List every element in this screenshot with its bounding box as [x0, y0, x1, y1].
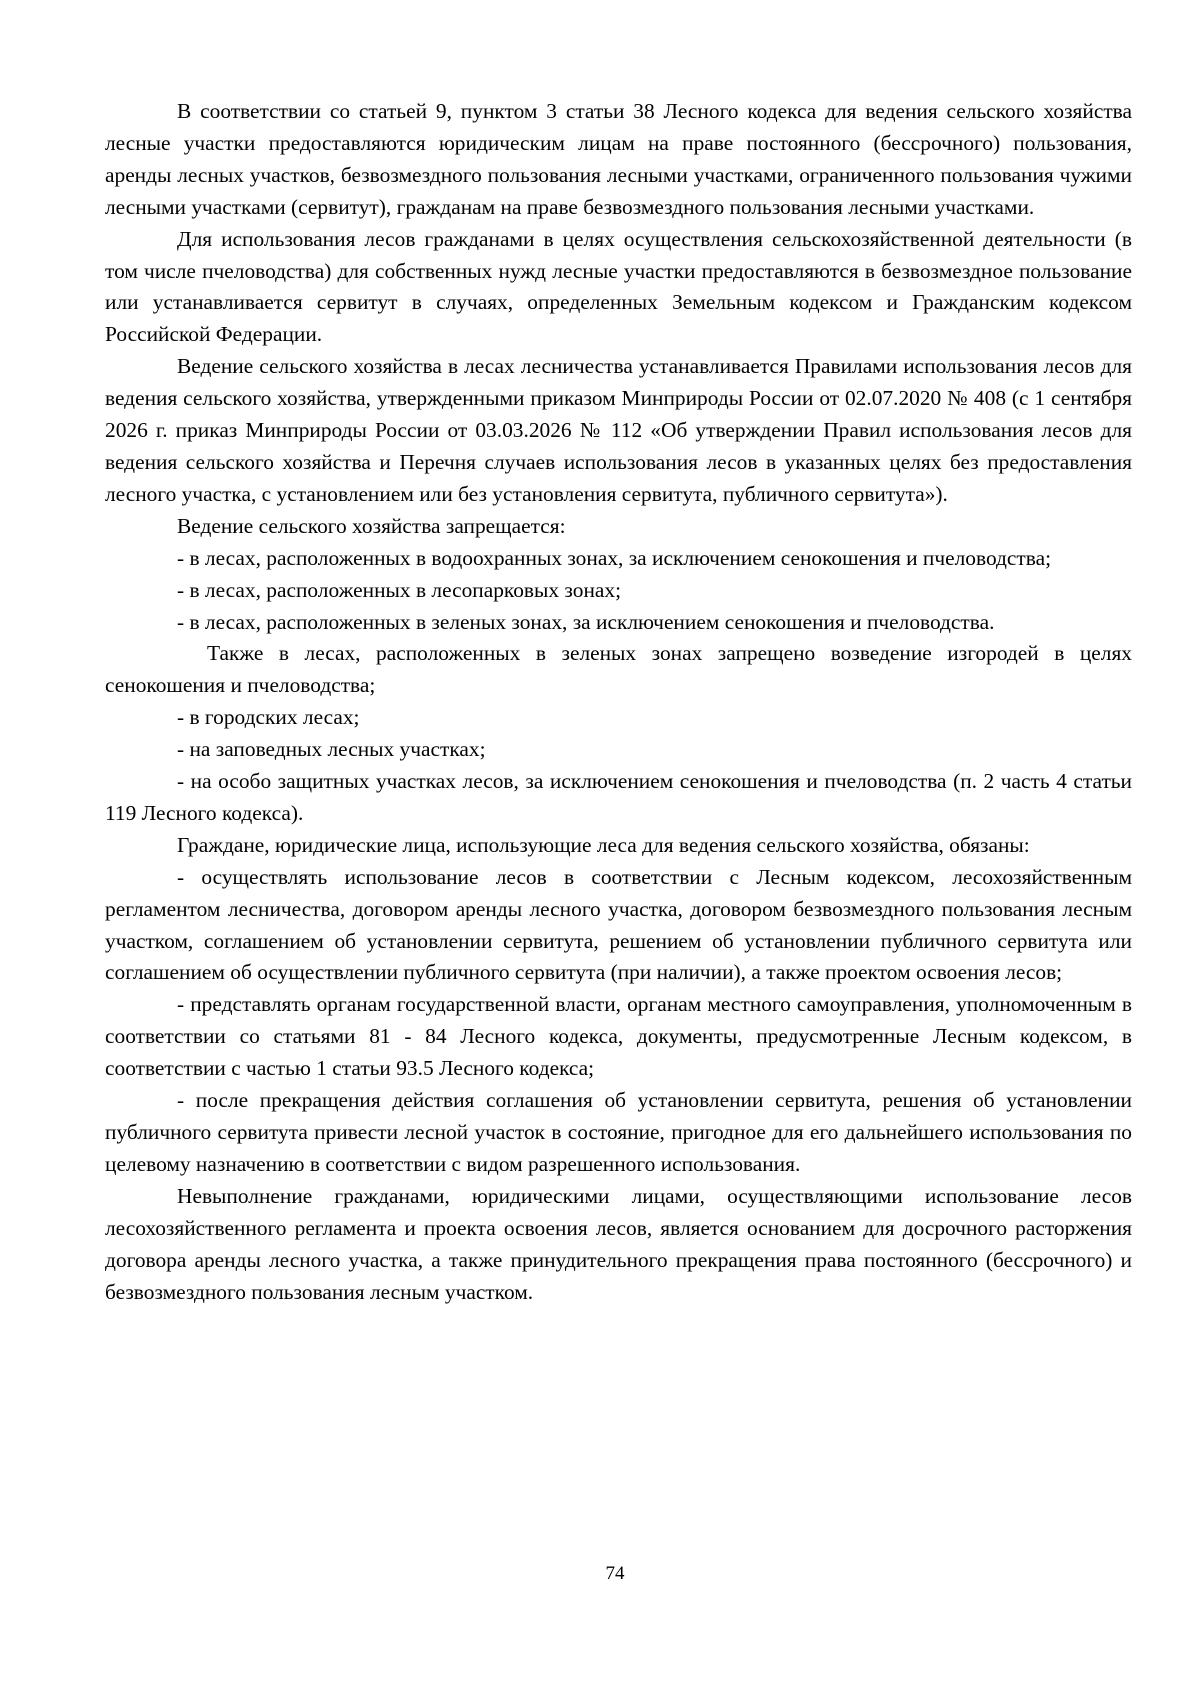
paragraph-citizens-use: Для использования лесов гражданами в целях осуществления сельскохозяйственной деятельности (в том числе пчеловодства) для собственных нужд лесные участки предоставляются в безвозмездное пользование или устанавливается сервитут в случаях, определенных Земельным кодексом и Гражданским кодексом Российской Федерации.	[105, 226, 1132, 347]
list-item-obligation-restore: - после прекращения действия соглашения об установлении сервитута, решения об установлении публичного сервитута привести лесной участок в состояние, пригодное для его дальнейшего использования по целевому назначению в соответствии с видом разрешенного использования.	[105, 1088, 1132, 1176]
paragraph-sections-provision: В соответствии со статьей 9, пунктом 3 статьи 38 Лесного кодекса для ведения сельского хозяйства лесные участки предоставляются юридическим лицам на праве постоянного (бессрочного) пользования, аренды лесных участков, безвозмездного пользования лесными участками, ограниченного пользования чужими лесными участками (сервитут), гражданам на праве безвозмездного пользования лесными участками.	[105, 99, 1132, 219]
list-item-water-protection: - в лесах, расположенных в водоохранных зонах, за исключением сенокошения и пчеловодства;	[177, 545, 1052, 570]
list-item-reserve-plots: - на заповедных лесных участках;	[177, 737, 486, 762]
list-item-obligation-use: - осуществлять использование лесов в соответствии с Лесным кодексом, лесохозяйственным регламентом лесничества, договором аренды лесного участка, договором безвозмездного пользования лесным участком, соглашением об установлении сервитута, решением об установлении публичного сервитута или соглашением об осуществлении публичного сервитута (при наличии), а также проектом освоения лесов;	[105, 864, 1132, 985]
list-item-urban-forests: - в городских лесах;	[177, 705, 360, 730]
paragraph-termination-grounds: Невыполнение гражданами, юридическими лицами, осуществляющими использование лесов лесохозяйственного регламента и проекта освоения лесов, является основанием для досрочного расторжения договора аренды лесного участка, а также принудительного прекращения права постоянного (бессрочного) и безвозмездного пользования лесным участком.	[105, 1183, 1132, 1304]
document-body	[105, 96, 1132, 1308]
paragraph-prohibited-intro: Ведение сельского хозяйства запрещается:	[177, 513, 566, 538]
page-number: 74	[605, 1563, 625, 1584]
list-item-green-zones: - в лесах, расположенных в зеленых зонах, за исключением сенокошения и пчеловодства.	[177, 609, 995, 634]
paragraph-rules-reference: Ведение сельского хозяйства в лесах лесничества устанавливается Правилами использования лесов для ведения сельского хозяйства, утвержденными приказом Минприроды России от 02.07.2020 № 408 (с 1 сентября 2026 г. приказ Минприроды России от 03.03.2026 № 112 «Об утверждении Правил использования лесов для ведения сельского хозяйства и Перечня случаев использования лесов в указанных целях без предоставления лесного участка, с установлением или без установления сервитута, публичного сервитута»).	[105, 354, 1132, 506]
paragraph-fences-prohibited: Также в лесах, расположенных в зеленых зонах запрещено возведение изгородей в целях сенокошения и пчеловодства;	[105, 641, 1132, 698]
list-item-forest-park: - в лесах, расположенных в лесопарковых зонах;	[177, 577, 622, 602]
list-item-protected-plots: - на особо защитных участках лесов, за исключением сенокошения и пчеловодства (п. 2 часть 4 статьи 119 Лесного кодекса).	[105, 769, 1132, 825]
paragraph-obligations-intro: Граждане, юридические лица, использующие леса для ведения сельского хозяйства, обязаны:	[177, 832, 1030, 857]
list-item-obligation-documents: - представлять органам государственной власти, органам местного самоуправления, уполномоченным в соответствии со статьями 81 - 84 Лесного кодекса, документы, предусмотренные Лесным кодексом, в соответствии с частью 1 статьи 93.5 Лесного кодекса;	[105, 992, 1132, 1081]
